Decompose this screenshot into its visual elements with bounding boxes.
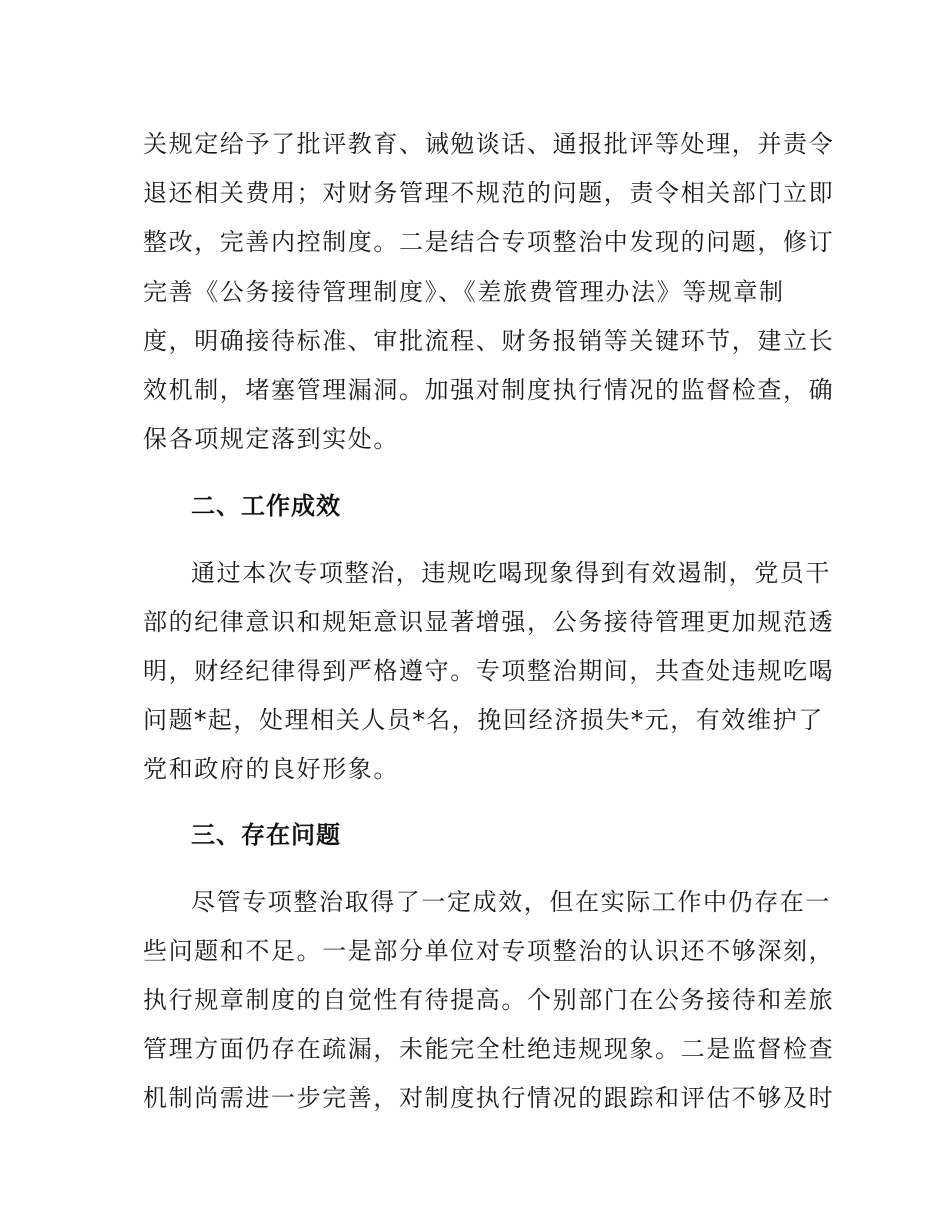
section-2-line-2: 部的纪律意识和规矩意识显著增强，公务接待管理更加规范透 bbox=[143, 608, 835, 636]
section-3-line-4: 管理方面仍存在疏漏，未能完全杜绝违规现象。二是监督检查 bbox=[143, 1035, 835, 1063]
section-2-line-3: 明，财经纪律得到严格遵守。专项整治期间，共查处违规吃喝 bbox=[143, 657, 835, 685]
paragraph-1-line-6: 效机制，堵塞管理漏洞。加强对制度执行情况的监督检查，确 bbox=[143, 376, 835, 404]
section-2-line-5: 党和政府的良好形象。 bbox=[143, 755, 399, 783]
paragraph-1-line-1: 关规定给予了批评教育、诫勉谈话、通报批评等处理，并责令 bbox=[143, 130, 835, 158]
section-3-line-5: 机制尚需进一步完善，对制度执行情况的跟踪和评估不够及时 bbox=[143, 1084, 835, 1112]
section-3-line-1: 尽管专项整治取得了一定成效，但在实际工作中仍存在一 bbox=[191, 888, 831, 916]
paragraph-1-line-5: 度，明确接待标准、审批流程、财务报销等关键环节，建立长 bbox=[143, 327, 835, 355]
section-2-line-4: 问题*起，处理相关人员*名，挽回经济损失*元，有效维护了 bbox=[143, 706, 824, 734]
section-3-line-3: 执行规章制度的自觉性有待提高。个别部门在公务接待和差旅 bbox=[143, 986, 835, 1014]
paragraph-1-line-4: 完善《公务接待管理制度》、《差旅费管理办法》等规章制 bbox=[143, 278, 785, 306]
section-2-line-1: 通过本次专项整治，违规吃喝现象得到有效遏制，党员干 bbox=[191, 559, 831, 587]
section-3-line-2: 些问题和不足。一是部分单位对专项整治的认识还不够深刻， bbox=[143, 937, 835, 965]
paragraph-1-line-2: 退还相关费用；对财务管理不规范的问题，责令相关部门立即 bbox=[143, 179, 835, 207]
section-3-heading: 三、存在问题 bbox=[191, 821, 341, 849]
paragraph-1-line-3: 整改，完善内控制度。二是结合专项整治中发现的问题，修订 bbox=[143, 228, 835, 256]
section-2-heading: 二、工作成效 bbox=[191, 492, 341, 520]
paragraph-1-line-7: 保各项规定落到实处。 bbox=[143, 425, 399, 453]
